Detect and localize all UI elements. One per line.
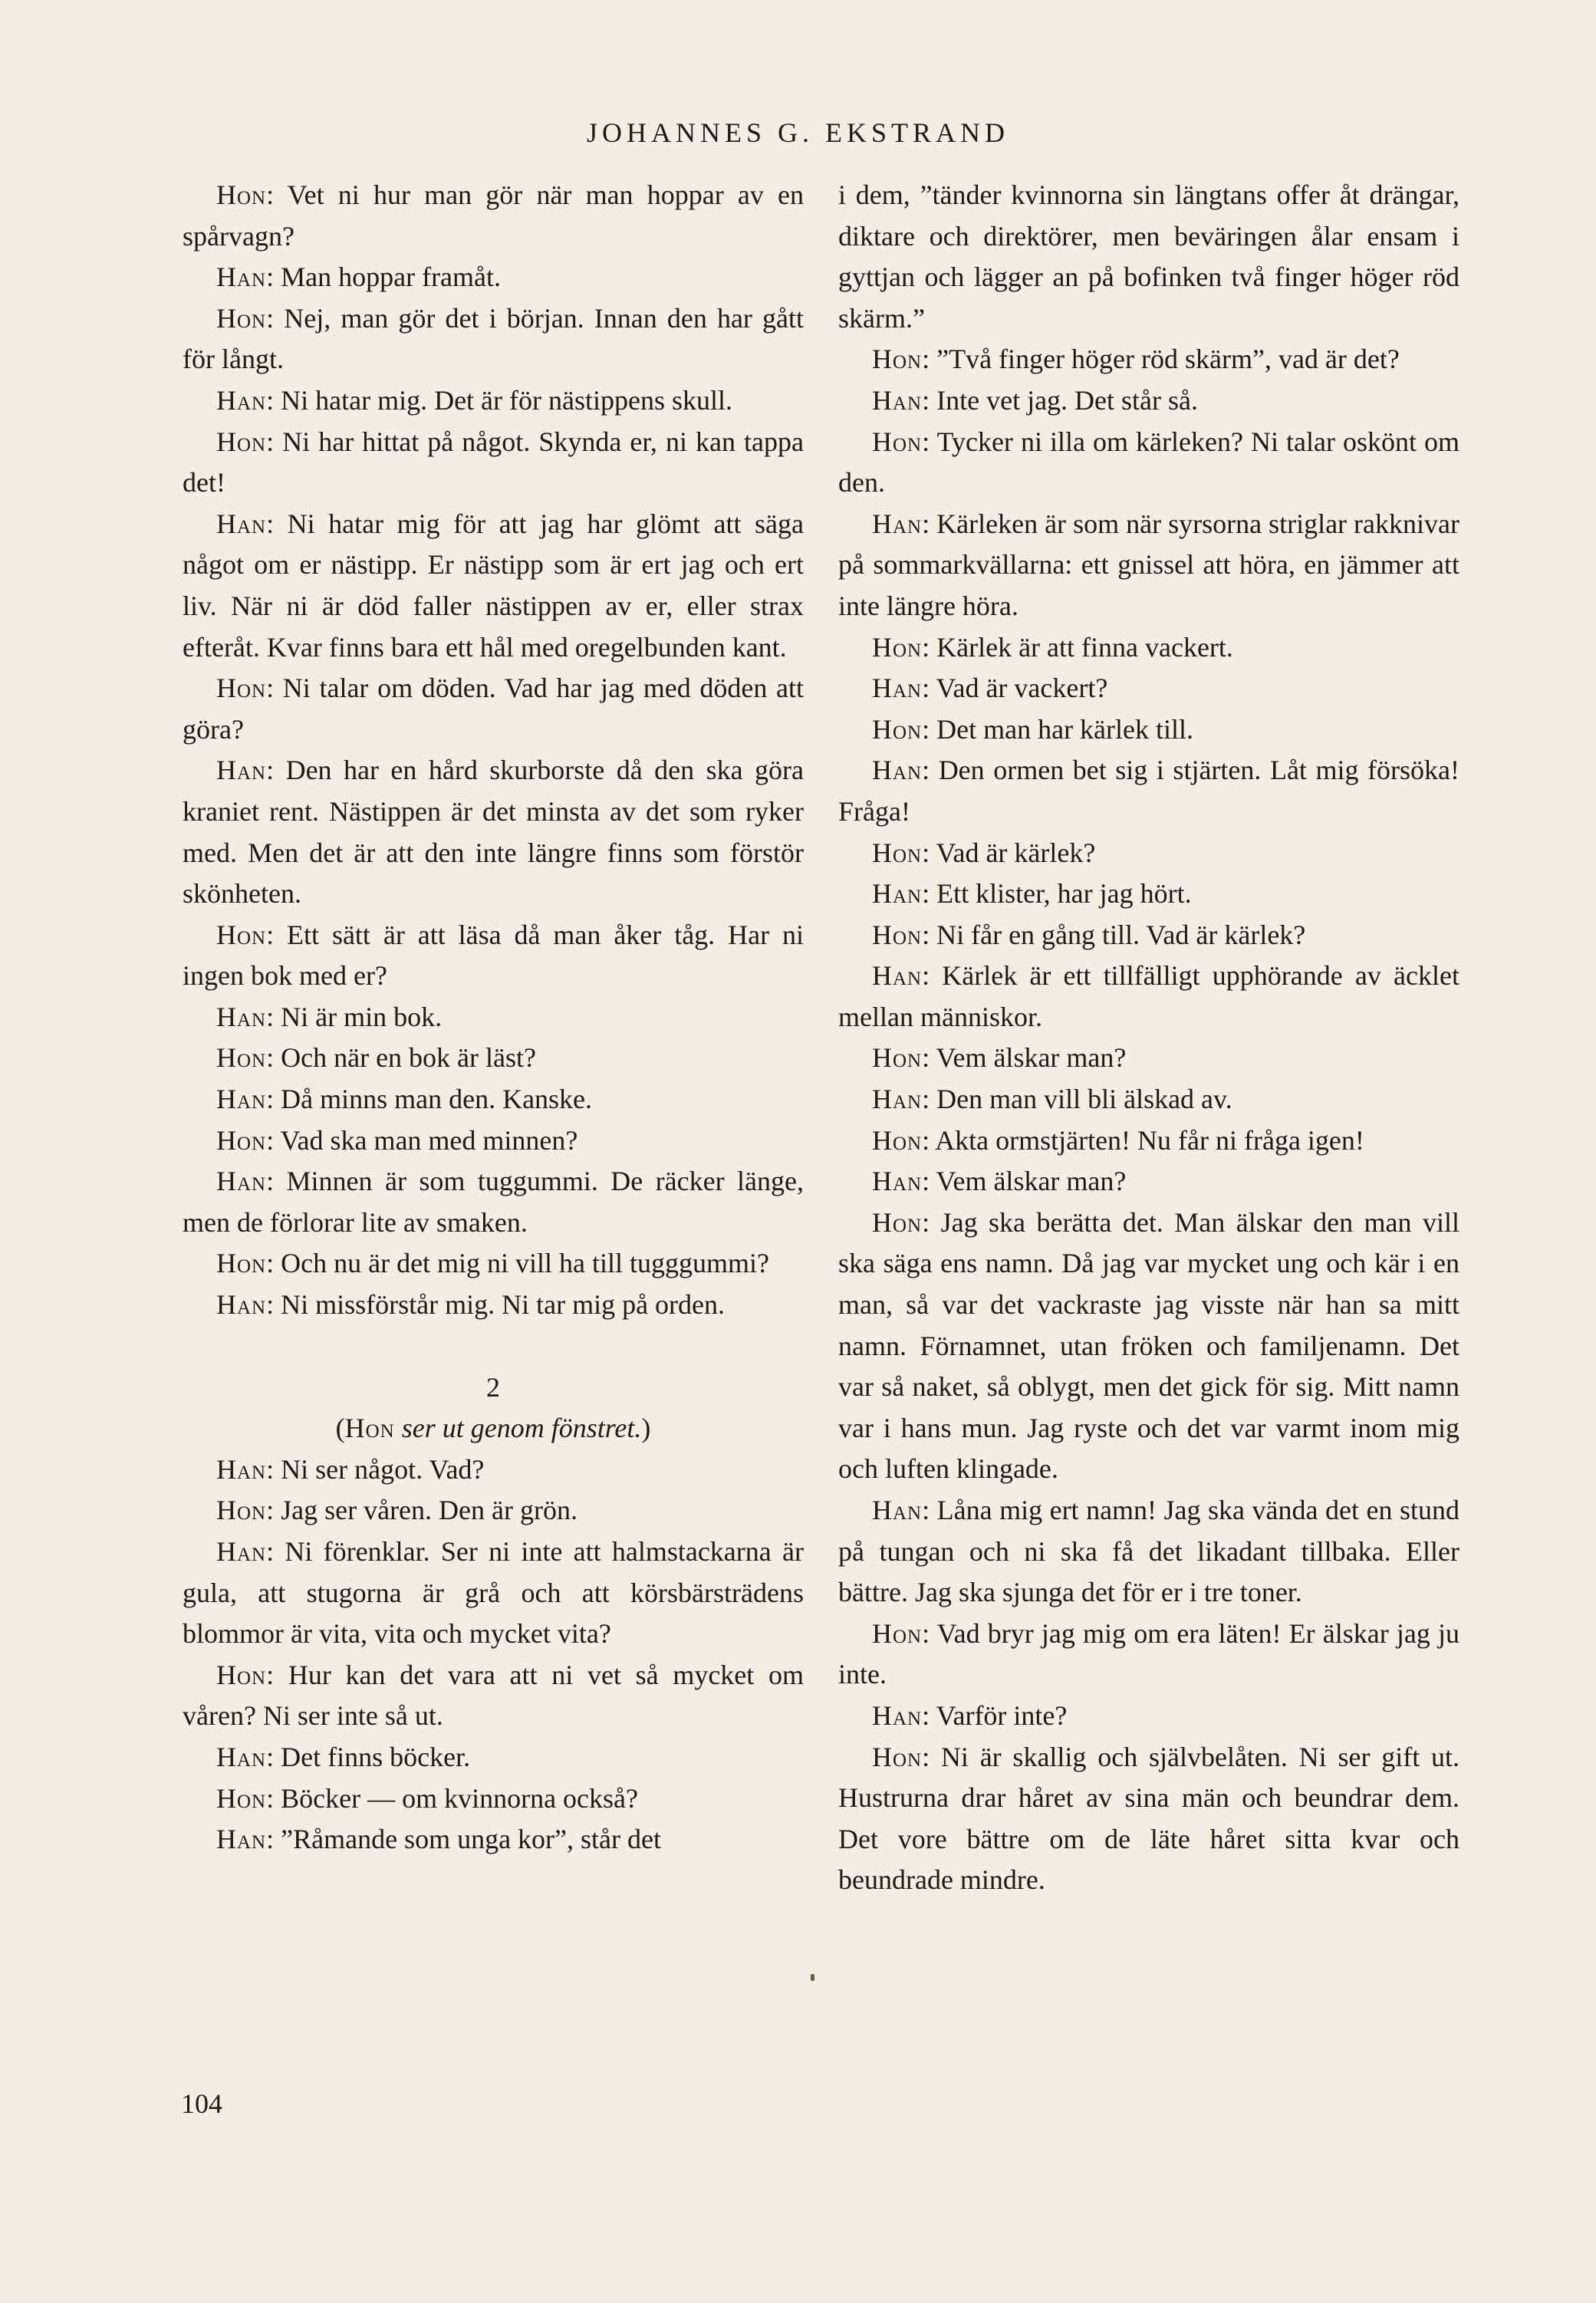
- dialogue-line: Hon: Det man har kärlek till.: [872, 713, 1194, 745]
- dialogue-line: Hon: Nej, man gör det i början. Innan den har gått för långt.: [183, 302, 804, 375]
- dialogue-text: Och när en bok är läst?: [281, 1042, 536, 1074]
- dialogue-line: Han: Ni hatar mig. Det är för nästippens skull.: [216, 384, 732, 416]
- dialogue-text: Vad är kärlek?: [936, 837, 1096, 868]
- speaker-label: Han: [872, 755, 923, 786]
- dialogue-text: Kärleken är som när syrsorna striglar rakknivar på sommarkvällarna: ett gnissel att höra, en jämmer att inte längre höra.: [838, 508, 1459, 621]
- dialogue-line: Hon: Jag ser våren. Den är grön.: [216, 1495, 578, 1526]
- speaker-label: Han: [216, 1453, 267, 1485]
- dialogue-text: Nej, man gör det i början. Innan den har gått för långt.: [183, 302, 804, 375]
- dialogue-line: Hon: Kärlek är att finna vackert.: [872, 631, 1233, 663]
- dialogue-line: Han: Det finns böcker.: [216, 1741, 471, 1772]
- running-head: JOHANNES G. EKSTRAND: [586, 117, 1009, 148]
- speaker-label: Han: [872, 1699, 923, 1731]
- dialogue-text: Ett sätt är att läsa då man åker tåg. Har ni ingen bok med er?: [183, 919, 804, 992]
- speaker-label: Han: [216, 1536, 267, 1567]
- dialogue-line: Han: Den har en hård skurborste då den ska göra kraniet rent. Nästippen är det minsta av det som ryker med. Men det är att den inte längre finns som förstör skönheten.: [183, 755, 804, 910]
- dialogue-line: Hon: Tycker ni illa om kärleken? Ni talar oskönt om den.: [838, 426, 1459, 498]
- dialogue-text: Inte vet jag. Det står så.: [936, 384, 1198, 416]
- dialogue-line: Han: Kärleken är som när syrsorna striglar rakknivar på sommarkvällarna: ett gnissel att höra, en jämmer att inte längre höra.: [838, 508, 1459, 621]
- dialogue-text: Den ormen bet sig i stjärten. Låt mig försöka! Fråga!: [838, 755, 1460, 827]
- dialogue-text: ”Två finger höger röd skärm”, vad är det?: [936, 344, 1400, 375]
- dialogue-line: Han: ”Råmande som unga kor”, står det: [216, 1824, 661, 1855]
- dialogue-text: Jag ska berätta det. Man älskar den man vill ska säga ens namn. Då jag var mycket ung och kär i en man, så var det vackraste jag visste när han sa mitt namn. Förnamnet, utan fröken och familjenamn. Det var så naket, så oblygt, men det gick för sig. Mitt namn var i hans mun. Jag ryste och det var varmt inom mig och luften klingade.: [838, 1206, 1459, 1485]
- speaker-label: Han: [872, 384, 923, 416]
- dialogue-line: Han: Vem älskar man?: [872, 1166, 1127, 1197]
- dialogue-line: Hon: Jag ska berätta det. Man älskar den man vill ska säga ens namn. Då jag var mycket ung och kär i en man, så var det vackraste jag visste när han sa mitt namn. Förnamnet, utan fröken och familjenamn. Det var så naket, så oblygt, men det gick för sig. Mitt namn var i hans mun. Jag ryste och det var varmt inom mig och luften klingade.: [838, 1206, 1459, 1485]
- dialogue-text: Tycker ni illa om kärleken? Ni talar oskönt om den.: [838, 426, 1459, 498]
- dialogue-line: Han: Ni missförstår mig. Ni tar mig på orden.: [216, 1289, 726, 1321]
- dialogue-text: Akta ormstjärten! Nu får ni fråga igen!: [935, 1124, 1364, 1156]
- speaker-label: Hon: [872, 1741, 923, 1772]
- dialogue-line: Han: Den man vill bli älskad av.: [872, 1084, 1232, 1115]
- dialogue-line: Hon: Ett sätt är att läsa då man åker tåg. Har ni ingen bok med er?: [183, 919, 804, 992]
- speaker-label: Han: [216, 508, 267, 539]
- speaker-label: Han: [216, 1824, 267, 1855]
- dialogue-text: Jag ser våren. Den är grön.: [281, 1495, 578, 1526]
- speaker-label: Han: [216, 384, 267, 416]
- continuation-paragraph: i dem, ”tänder kvinnorna sin längtans offer åt drängar, diktare och direktörer, men beväringen ålar ensam i gyttjan och lägger an på bofinken två finger höger röd skärm.”: [838, 179, 1459, 334]
- dialogue-line: Hon: Vad bryr jag mig om era läten! Er älskar jag ju inte.: [838, 1617, 1459, 1690]
- section-number: 2: [486, 1371, 500, 1403]
- speaker-label: Han: [216, 1166, 267, 1197]
- speaker-label: Hon: [872, 631, 923, 663]
- dialogue-text: Ni får en gång till. Vad är kärlek?: [936, 919, 1306, 950]
- dialogue-text: Ni är min bok.: [281, 1001, 443, 1032]
- speaker-label: Han: [216, 1741, 267, 1772]
- dialogue-text: Ni är skallig och självbelåten. Ni ser gift ut. Hustrurna drar håret av sina män och beundrar dem. Det vore bättre om de läte håret sitta kvar och beundrade mindre.: [838, 1741, 1459, 1896]
- dialogue-text: Vad bryr jag mig om era läten! Er älskar jag ju inte.: [838, 1617, 1459, 1690]
- dialogue-line: Han: Varför inte?: [872, 1699, 1068, 1731]
- dialogue-text: Ni hatar mig för att jag har glömt att säga något om er nästipp. Er nästipp som är ert jag och ert liv. När ni är död faller nästippen av er, eller strax efteråt. Kvar finns bara ett hål med oregelbunden kant.: [183, 508, 804, 663]
- dialogue-text: Vet ni hur man gör när man hoppar av en spårvagn?: [183, 179, 804, 252]
- speaker-label: Hon: [872, 344, 923, 375]
- dialogue-text: Vad ska man med minnen?: [280, 1124, 578, 1156]
- dialogue-text: Man hoppar framåt.: [281, 262, 502, 293]
- dialogue-text: Kärlek är ett tillfälligt upphörande av äcklet mellan människor.: [838, 960, 1459, 1032]
- speaker-label: Han: [872, 673, 923, 704]
- dialogue-line: Han: Låna mig ert namn! Jag ska vända det en stund på tungan och ni ska få det likadant tillbaka. Eller bättre. Jag ska sjunga det för er i tre toner.: [838, 1495, 1459, 1608]
- speaker-label: Han: [216, 1084, 267, 1115]
- dialogue-line: Han: Ni är min bok.: [216, 1001, 443, 1032]
- speaker-label: Hon: [872, 426, 923, 457]
- speaker-label: Han: [872, 1084, 923, 1115]
- dialogue-line: Hon: Ni har hittat på något. Skynda er, ni kan tappa det!: [183, 426, 804, 498]
- dialogue-text: Hur kan det vara att ni vet så mycket om våren? Ni ser inte så ut.: [183, 1659, 804, 1732]
- speaker-label: Hon: [872, 1042, 923, 1074]
- dialogue-line: Han: Kärlek är ett tillfälligt upphörande av äcklet mellan människor.: [838, 960, 1459, 1032]
- dialogue-line: Han: Ni ser något. Vad?: [216, 1453, 485, 1485]
- dialogue-line: Hon: Vad är kärlek?: [872, 837, 1096, 868]
- dialogue-line: Han: Då minns man den. Kanske.: [216, 1084, 593, 1115]
- left-column: [183, 175, 804, 1860]
- dialogue-line: Han: Man hoppar framåt.: [216, 262, 502, 293]
- dialogue-text: Ni missförstår mig. Ni tar mig på orden.: [281, 1289, 726, 1321]
- speaker-label: Hon: [216, 673, 267, 704]
- dialogue-line: Hon: Vad ska man med minnen?: [216, 1124, 578, 1156]
- speaker-label: Hon: [872, 1206, 923, 1238]
- dialogue-line: Hon: Böcker — om kvinnorna också?: [216, 1782, 638, 1814]
- speaker-label: Han: [872, 1166, 923, 1197]
- dialogue-text: Ni har hittat på något. Skynda er, ni kan tappa det!: [183, 426, 804, 498]
- speaker-label: Hon: [872, 919, 923, 950]
- page-number: 104: [181, 2088, 222, 2119]
- dialogue-line: Hon: Hur kan det vara att ni vet så mycket om våren? Ni ser inte så ut.: [183, 1659, 804, 1732]
- dialogue-line: Hon: Ni talar om döden. Vad har jag med döden att göra?: [183, 673, 804, 745]
- dialogue-line: Hon: Ni får en gång till. Vad är kärlek?: [872, 919, 1306, 950]
- dialogue-text: Ni ser något. Vad?: [281, 1453, 485, 1485]
- dialogue-text: Låna mig ert namn! Jag ska vända det en stund på tungan och ni ska få det likadant tillbaka. Eller bättre. Jag ska sjunga det för er i tre toner.: [838, 1495, 1459, 1608]
- speaker-label: Hon: [872, 1124, 923, 1156]
- dialogue-line: Han: Ett klister, har jag hört.: [872, 878, 1192, 910]
- right-column: [838, 175, 1459, 1901]
- dialogue-line: Hon: Vet ni hur man gör när man hoppar av en spårvagn?: [183, 179, 804, 252]
- dialogue-text: Varför inte?: [936, 1699, 1068, 1731]
- dialogue-text: Ni hatar mig. Det är för nästippens skull.: [281, 384, 732, 416]
- dialogue-line: Han: Minnen är som tuggummi. De räcker länge, men de förlorar lite av smaken.: [183, 1166, 804, 1238]
- speaker-label: Han: [216, 262, 267, 293]
- dialogue-text: Ett klister, har jag hört.: [936, 878, 1192, 910]
- speaker-label: Han: [872, 878, 923, 910]
- stage-direction: (Hon ser ut genom fönstret.): [335, 1413, 651, 1444]
- dialogue-text: Den har en hård skurborste då den ska göra kraniet rent. Nästippen är det minsta av det som ryker med. Men det är att den inte längre finns som förstör skönheten.: [183, 755, 804, 910]
- dialogue-text: Vem älskar man?: [936, 1166, 1127, 1197]
- speaker-label: Hon: [216, 1495, 267, 1526]
- speaker-label: Han: [216, 755, 267, 786]
- dialogue-line: Hon: Ni är skallig och självbelåten. Ni ser gift ut. Hustrurna drar håret av sina män och beundrar dem. Det vore bättre om de läte håret sitta kvar och beundrade mindre.: [838, 1741, 1459, 1896]
- dialogue-text: Böcker — om kvinnorna också?: [281, 1782, 638, 1814]
- dialogue-line: Han: Inte vet jag. Det står så.: [872, 384, 1198, 416]
- speaker-label: Hon: [872, 1617, 923, 1649]
- dialogue-line: Han: Ni hatar mig för att jag har glömt att säga något om er nästipp. Er nästipp som är ert jag och ert liv. När ni är död faller nästippen av er, eller strax efteråt. Kvar finns bara ett hål med oregelbunden kant.: [183, 508, 804, 663]
- speaker-label: Hon: [216, 1248, 267, 1279]
- dialogue-text: Minnen är som tuggummi. De räcker länge, men de förlorar lite av smaken.: [183, 1166, 804, 1238]
- speaker-label: Hon: [216, 302, 267, 334]
- speaker-label: Hon: [216, 1782, 267, 1814]
- speaker-label: Han: [216, 1289, 267, 1321]
- dialogue-text: Det man har kärlek till.: [936, 713, 1194, 745]
- speaker-label: Han: [872, 1495, 923, 1525]
- dialogue-text: Ni förenklar. Ser ni inte att halmstackarna är gula, att stugorna är grå och att körsbärsträdens blommor är vita, vita och mycket vita?: [183, 1536, 804, 1650]
- speaker-label: Hon: [216, 1124, 267, 1156]
- dialogue-line: Han: Vad är vackert?: [872, 673, 1108, 704]
- speaker-label: Hon: [872, 837, 923, 868]
- speaker-label: Hon: [216, 426, 267, 457]
- dialogue-text: Då minns man den. Kanske.: [281, 1084, 593, 1115]
- dialogue-text: Det finns böcker.: [281, 1741, 471, 1772]
- dialogue-line: Han: Ni förenklar. Ser ni inte att halmstackarna är gula, att stugorna är grå och att körsbärsträdens blommor är vita, vita och mycket vita?: [183, 1536, 804, 1650]
- dialogue-line: Hon: Vem älskar man?: [872, 1042, 1127, 1074]
- dialogue-line: Hon: Och nu är det mig ni vill ha till tugggummi?: [216, 1248, 770, 1279]
- speaker-label: Hon: [872, 713, 923, 745]
- dialogue-line: Hon: Och när en bok är läst?: [216, 1042, 536, 1074]
- speaker-label: Han: [872, 960, 923, 992]
- dialogue-text: Vad är vackert?: [936, 673, 1108, 704]
- speaker-label: Han: [872, 508, 923, 539]
- dialogue-text: ”Råmande som unga kor”, står det: [281, 1824, 661, 1855]
- dialogue-line: Hon: Akta ormstjärten! Nu får ni fråga igen!: [872, 1124, 1364, 1156]
- dialogue-text: Och nu är det mig ni vill ha till tugggummi?: [281, 1248, 770, 1279]
- dialogue-line: Han: Den ormen bet sig i stjärten. Låt mig försöka! Fråga!: [838, 755, 1460, 827]
- speaker-label: Hon: [216, 179, 267, 210]
- speaker-label: Hon: [216, 1042, 267, 1074]
- dialogue-line: Hon: ”Två finger höger röd skärm”, vad är det?: [872, 344, 1400, 375]
- speaker-label: Hon: [216, 919, 267, 950]
- speaker-label: Hon: [216, 1659, 267, 1690]
- dialogue-text: Vem älskar man?: [936, 1042, 1127, 1074]
- dialogue-text: Ni talar om döden. Vad har jag med döden att göra?: [183, 673, 804, 745]
- speaker-label: Han: [216, 1001, 267, 1032]
- ink-speck: [811, 1974, 814, 1981]
- dialogue-text: Den man vill bli älskad av.: [936, 1084, 1232, 1115]
- dialogue-text: Kärlek är att finna vackert.: [936, 631, 1233, 663]
